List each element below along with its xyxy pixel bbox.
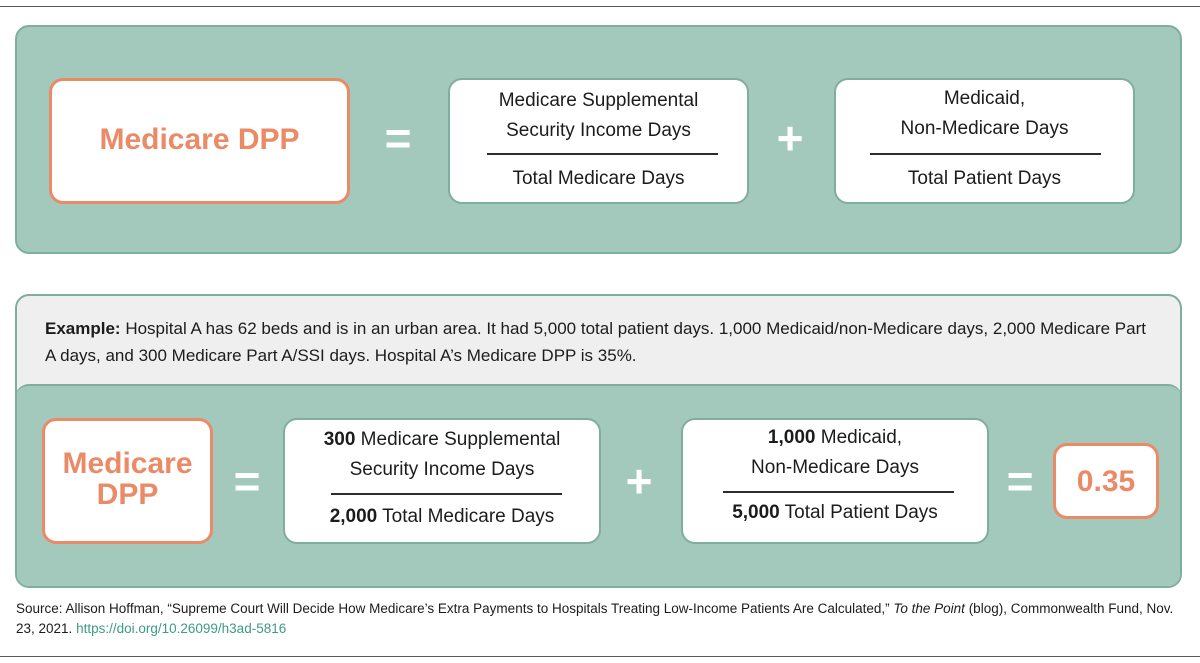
term2-denominator: Total Patient Days: [907, 168, 1062, 189]
example-fraction-term1: [283, 418, 601, 544]
term2-numerator-line1: Medicaid,: [943, 88, 1026, 109]
example-term2-numerator-line2: Non-Medicare Days: [751, 457, 919, 478]
example-term2-num-value: 1,000: [767, 427, 816, 448]
example-description: [45, 315, 1155, 369]
example-term2-fraction-bar: [723, 491, 954, 493]
example-term2-denominator-text: Total Patient Days: [779, 502, 938, 523]
example-term1-denominator: [285, 502, 599, 532]
term2-numerator: [836, 84, 1133, 144]
example-result-label: [45, 448, 210, 510]
formula-panel: [15, 25, 1182, 254]
fraction-term2: [834, 78, 1135, 204]
source-prefix: Source: Allison Hoffman, “Supreme Court Will Decide How Medicare’s Extra Payments to Hospitals Treating Low-Income Patients Are Calculated,”: [16, 601, 894, 616]
example-term1-numerator-line2: Security Income Days: [349, 459, 535, 480]
result-label: Medicare DPP: [99, 123, 300, 156]
term1-fraction-bar: [487, 153, 718, 155]
example-term1-denominator-text: Total Medicare Days: [377, 506, 555, 527]
example-answer-box: [1053, 443, 1159, 519]
example-result-line2: DPP: [96, 478, 159, 511]
example-plus-sign: +: [625, 455, 653, 507]
example-card: [15, 294, 1182, 588]
bottom-rule: [0, 656, 1200, 657]
example-equals-sign-2: =: [1006, 455, 1034, 507]
source-citation: [16, 599, 1186, 639]
example-term1-den-value: 2,000: [329, 506, 378, 527]
example-lead: Example:: [45, 319, 121, 338]
example-term1-numerator-line1: Medicare Supplemental: [355, 429, 561, 450]
source-publication: To the Point: [893, 601, 965, 616]
example-answer: 0.35: [1076, 465, 1136, 498]
example-term2-den-value: 5,000: [732, 502, 780, 523]
top-rule: [0, 6, 1200, 7]
term1-numerator-line1: Medicare Supplemental: [498, 90, 699, 111]
result-box: [49, 78, 350, 204]
plus-sign: +: [776, 112, 804, 164]
example-term2-denominator: [683, 498, 987, 528]
term1-numerator-line2: Security Income Days: [506, 120, 691, 141]
example-body: Hospital A has 62 beds and is in an urban area. It had 5,000 total patient days. 1,000 Medicaid/non-Medicare days, 2,000 Medicare Part A days, and 300 Medicare Part A/SSI days. Hospital A’s Medicare DPP is 35%.: [45, 319, 1146, 365]
example-equals-sign: =: [233, 455, 261, 507]
fraction-term1: [448, 78, 749, 204]
example-result-box: [42, 418, 213, 544]
source-suffix: (blog), Commonwealth Fund, Nov. 23, 2021.: [16, 601, 1174, 636]
example-term1-num-value: 300: [323, 429, 356, 450]
example-term1-fraction-bar: [331, 493, 562, 495]
term1-denominator: Total Medicare Days: [512, 168, 685, 189]
example-term1-numerator: [285, 425, 599, 485]
term1-numerator: [450, 86, 747, 146]
example-term2-numerator: [683, 423, 987, 483]
example-result-line1: Medicare: [62, 447, 193, 480]
example-formula-panel: [15, 384, 1182, 588]
equals-sign: =: [384, 112, 412, 164]
source-doi-link[interactable]: https://doi.org/10.26099/h3ad-5816: [76, 621, 287, 636]
example-fraction-term2: [681, 418, 989, 544]
term2-fraction-bar: [870, 153, 1101, 155]
term2-numerator-line2: Non-Medicare Days: [900, 118, 1069, 139]
example-term2-numerator-line1: Medicaid,: [815, 427, 903, 448]
